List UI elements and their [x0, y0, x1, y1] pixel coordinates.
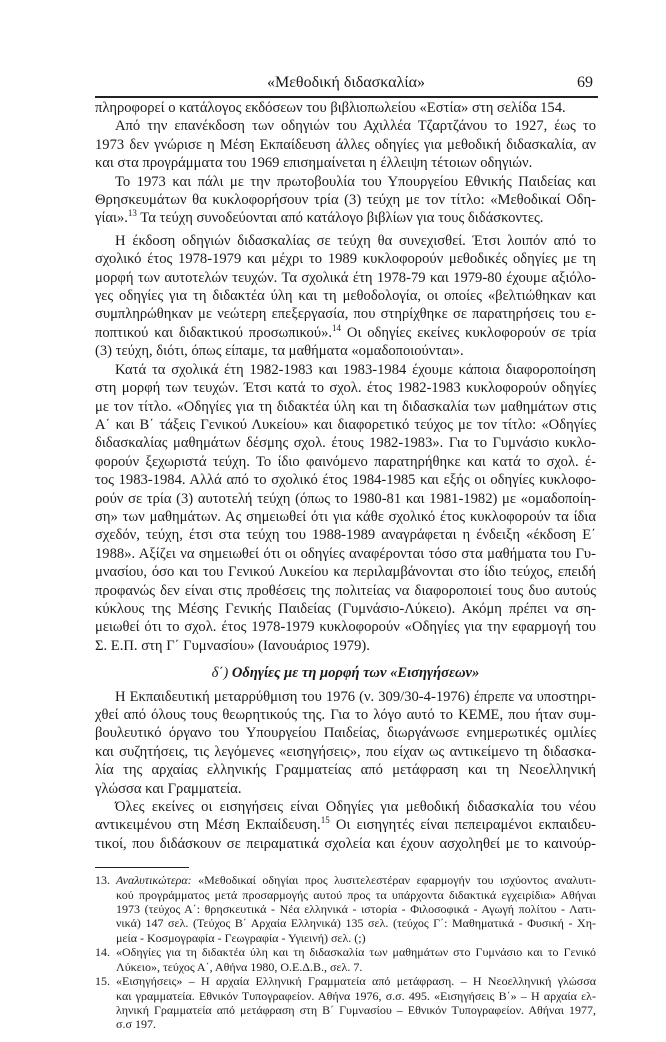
text-line [116, 945, 596, 959]
paragraph [95, 99, 596, 117]
text-line [116, 873, 596, 887]
text-line [95, 508, 596, 526]
text-run: (3) τεύχη, διότι, όπως είπαμε, τα μαθήματα «ομαδοποιούνται». [95, 343, 464, 360]
text-run: «Οδηγίες για τη διδακτέα ύλη και τη διδασκαλία των μαθημάτων στο Γυμνάσιο και το Γενικό [116, 945, 596, 960]
text-run: «Μεθοδικαί οδηγίαι προς λυσιτελεστέραν εφαρμογήν του ισχύοντος αναλυτι- [191, 873, 596, 888]
paragraph [95, 688, 596, 798]
footnote-reference: 14 [332, 322, 342, 333]
text-run: 1973 (τεύχος Α΄: θρησκευτικά - Νέα ελληνικά - ιστορία - Φιλοσοφικά - Αγωγή πολίτου - Λατι- [116, 902, 596, 917]
text-run: γες οδηγίες για τη διδακτέα ύλη και τη μεθοδολογία, οι οποίες «βελτιώθηκαν και [95, 288, 596, 305]
text-line [95, 324, 596, 342]
text-line [95, 136, 596, 154]
italic-run: Αναλυτικώτερα: [116, 873, 192, 888]
text-line [95, 434, 596, 452]
paragraph [95, 361, 596, 656]
text-run: πληροφορεί ο κατάλογος εκδόσεων του βιβλιοπωλείου «Εστία» στη σελίδα 154. [95, 100, 566, 116]
text-run: «Εισηγήσεις» – Η αρχαία Ελληνική Γραμματεία από μετάφραση. – Η Νεοελληνική γλώσσα [116, 974, 596, 989]
text-line [95, 835, 596, 853]
text-line [95, 232, 596, 250]
text-run: τικοί, που διδάσκουν σε πειραματικά σχολεία και έχουν ασχοληθεί με το καινούρ- [95, 835, 596, 852]
footnote-rule [95, 867, 189, 868]
text-line [95, 724, 596, 742]
text-line [95, 545, 596, 563]
text-line [95, 99, 596, 117]
text-run: Η Εκπαιδευτική μεταρρύθμιση του 1976 (ν. 309/30-4-1976) έπρεπε να υποστηρι- [115, 688, 596, 705]
text-line [95, 154, 596, 172]
text-line [95, 563, 596, 581]
text-run: στη μορφή των τευχών. Έτσι κατά το σχολ. έτος 1982-1983 κυκλοφορούν οδηγίες [95, 380, 596, 397]
text-line [95, 706, 596, 724]
text-run: χθεί από όλους τους θεωρητικούς της. Για το λόγο αυτό το ΚΕΜΕ, που ήταν συμ- [95, 707, 596, 723]
text-line [95, 637, 596, 655]
text-line [95, 798, 596, 816]
paragraphs-after-heading [95, 688, 596, 854]
text-run: και στα προγράμματα του 1969 επισημαίνεται η έλλειψη τέτοιων οδηγιών. [95, 155, 533, 172]
text-run: ση» των μαθημάτων. Ας σημειωθεί ότι για κάθε σχολικό έτος κυκλοφορούν τα ίδια [95, 508, 596, 525]
text-line [95, 816, 596, 834]
section-heading [95, 664, 596, 682]
text-line [95, 398, 596, 416]
text-run: ποπτικού και διδακτικού προσωπικού». [95, 324, 333, 341]
paragraph [95, 798, 596, 853]
text-run: τος 1983-1984. Αλλά από το σχολικό έτος 1984-1985 και εξής οι οδηγίες κυκλοφο- [95, 472, 596, 489]
text-line [95, 209, 596, 227]
text-run: 1973 δεν γνώρισε η Μέση Εκπαίδευση άλλες οδηγίες για μεθοδική διδασκαλία, αν [95, 136, 596, 153]
text-run: σ.σ 197. [116, 1017, 156, 1032]
text-run: με τον τίτλο. «Οδηγίες για τη διδακτέα ύλη και τη διδασκαλία των μαθημάτων στις [95, 398, 596, 415]
text-line [116, 916, 596, 930]
running-title: «Μεθοδική διδασκαλία» [266, 74, 426, 91]
text-line [116, 1003, 596, 1017]
text-line [95, 453, 596, 471]
paragraphs-before-heading [95, 99, 596, 655]
paragraph [95, 117, 596, 172]
text-line [95, 780, 596, 798]
text-line [95, 688, 596, 706]
footnote-number: 14. [95, 945, 110, 960]
text-run: μορφή των αυτοτελών τευχών. Τα σχολικά έτη 1978-79 και 1979-80 έχουμε αξιόλο- [95, 269, 596, 286]
text-line [95, 173, 596, 191]
section-label: δ΄) [211, 665, 229, 682]
text-line [95, 361, 596, 379]
text-line [95, 191, 596, 209]
text-line [95, 582, 596, 600]
text-line [116, 989, 596, 1003]
text-run: κύκλους της Μέσης Γενικής Παιδείας (Γυμνάσιο-Λύκειο). Ακόμη πρέπει να ση- [95, 600, 596, 617]
page-content [95, 0, 596, 1042]
text-run: νικά) 147 σελ. (Τεύχος Β΄ Αρχαία Ελληνικά) 135 σελ. (τεύχος Γ΄: Μαθηματικά - Φυσική - Χη- [116, 916, 596, 931]
footnote-reference: 15 [320, 815, 330, 826]
text-run: Η έκδοση οδηγιών διδασκαλίας σε τεύχη θα συνεχισθεί. Έτσι λοιπόν από το [115, 232, 596, 249]
text-line [95, 287, 596, 305]
text-run: γίαι». [95, 210, 128, 227]
text-run: ρούν σε τρία (3) αυτοτελή τεύχη (όπως το 1980-81 και 1981-1982) με «ομαδοποίη- [95, 490, 596, 507]
text-run: και συζητήσεις, τις λεγόμενες «εισηγήσεις», που είχαν ως αντικείμενο τη διδασκα- [95, 743, 596, 760]
text-line [95, 526, 596, 544]
text-line [116, 902, 596, 916]
text-run: λία της αρχαίας ελληνικής Γραμματείας από μετάφραση και τη Νεοελληνική [95, 762, 596, 779]
text-run: βουλευτικό όργανο του Υπουργείου Παιδείας, διωργάνωσε ενημερωτικές ομιλίες [95, 725, 596, 742]
text-run: σχολικό έτος 1978-1979 και μέχρι το 1989 κυκλοφορούν μεθοδικές οδηγίες με τη [95, 251, 596, 268]
footnotes [95, 873, 596, 1031]
text-run: Τα τεύχη συνοδεύονται από κατάλογο βιβλίων για τους διδάσκοντες. [136, 210, 544, 227]
text-line [95, 117, 596, 135]
text-run: μνασίου, όσο και του Γενικού Λυκείου κα περιλαμβάνονται στο ίδιο τεύχος, επειδή [95, 564, 596, 581]
text-line [95, 471, 596, 489]
text-run: Θρησκευμάτων θα κυκλοφορήσουν τρία (3) τεύχη με τον τίτλο: «Μεθοδικαί Οδη- [95, 192, 596, 209]
text-run: 1988». Αξίζει να σημειωθεί ότι οι οδηγίες αναφέρονται τόσο στα μαθήματα του Γυ- [95, 545, 596, 562]
text-run: κού προγράμματος μετά προσαρμογής αυτού προς τα υπάρχοντα διδακτικά εγχειρίδια» Αθήναι [116, 887, 596, 902]
text-line [116, 888, 596, 902]
text-run: φορούν ξεχωριστά τεύχη. Το ίδιο φαινόμενο παρατηρήθηκε και κατά το σχολ. έ- [95, 453, 596, 470]
text-run: Σ. Ε.Π. στη Γ΄ Γυμνασίου» (Ιανουάριος 1979). [95, 637, 370, 654]
text-run: μειωθεί ότι το σχολ. έτος 1978-1979 κυκλοφορούν «Οδηγίες για την εφαρμογή του [95, 619, 596, 636]
text-run: μεία - Κοσμογραφία - Γεωγραφία - Υγιεινή) σελ. (;) [116, 930, 366, 945]
text-line [95, 342, 596, 360]
text-line [95, 416, 596, 434]
text-line [95, 618, 596, 636]
text-run: Λύκειο», τεύχος Α΄, Αθήνα 1980, Ο.Ε.Δ.Β., σελ. 7. [116, 959, 363, 974]
text-line [95, 379, 596, 397]
text-line [116, 931, 596, 945]
text-run: Α΄ και Β΄ τάξεις Γενικού Λυκείου» και διαφορετικό τεύχος με τον τίτλο: «Οδηγίες [95, 416, 596, 433]
footnote-number: 15. [95, 974, 110, 989]
paragraph [95, 173, 596, 228]
footnote [95, 873, 596, 945]
text-line [95, 743, 596, 761]
text-run: διδασκαλίας μαθημάτων δέσμης σχολ. έτους 1982-1983». Για το Γυμνάσιο κυκλο- [95, 435, 596, 452]
text-line [116, 1017, 596, 1031]
footnote-number: 13. [95, 873, 110, 888]
text-run: συμπληρώθηκαν με νεώτερη επεξεργασία, που στηρίχθηκε σε παρατηρήσεις του ε- [95, 306, 596, 323]
text-run: Οι εισηγητές είναι πεπειραμένοι εκπαιδευ- [329, 817, 596, 834]
text-line [116, 960, 596, 974]
text-run: Κατά τα σχολικά έτη 1982-1983 και 1983-1984 έχουμε κάποια διαφοροποίηση [115, 361, 596, 378]
text-run: Οι οδηγίες εκείνες κυκλοφορούν σε τρία [341, 324, 596, 341]
text-run: ληνική Γραμματεία από μετάφραση στη Β΄ Γυμνασίου – Εθνικόν Τυπογραφείον. Αθήναι 1977, [116, 1002, 596, 1017]
text-run: αντικειμένου στη Μέση Εκπαίδευση. [95, 817, 321, 834]
text-line [116, 974, 596, 988]
section-title: Οδηγίες με τη μορφή των «Εισηγήσεων» [231, 665, 480, 682]
text-line [95, 250, 596, 268]
text-run: προφανώς δεν είναι στις προθέσεις της πολιτείας να διαφοροποιεί τους δυο αυτούς [95, 582, 596, 599]
text-run: σχεδόν, τεύχη, έτσι στα τεύχη του 1988-1989 αναγράφεται η ένδειξη «έκδοση Ε΄ [95, 527, 596, 544]
footnote [95, 945, 596, 974]
text-run: γλώσσα και Γραμματεία. [95, 780, 242, 797]
footnote-reference: 13 [127, 208, 137, 219]
body-text [95, 99, 596, 853]
text-run: Όλες εκείνες οι εισηγήσεις είναι Οδηγίες για μεθοδική διδασκαλία του νέου [115, 799, 596, 816]
text-line [95, 305, 596, 323]
footnote [95, 974, 596, 1032]
text-line [95, 490, 596, 508]
text-line [95, 600, 596, 618]
text-run: Από την επανέκδοση των οδηγιών του Αχιλλέα Τζαρτζάνου το 1927, έως το [115, 118, 596, 135]
paragraph [95, 232, 596, 361]
text-line [95, 269, 596, 287]
text-line [95, 761, 596, 779]
page-number: 69 [577, 74, 593, 91]
text-run: Το 1973 και πάλι με την πρωτοβουλία του Υπουργείου Εθνικής Παιδείας και [115, 173, 596, 190]
text-run: και γραμματεία. Εθνικόν Τυπογραφείον. Αθήνα 1976, σ.σ. 495. «Εισηγήσεις Β΄» – Η αρχαία ελ- [116, 988, 596, 1003]
